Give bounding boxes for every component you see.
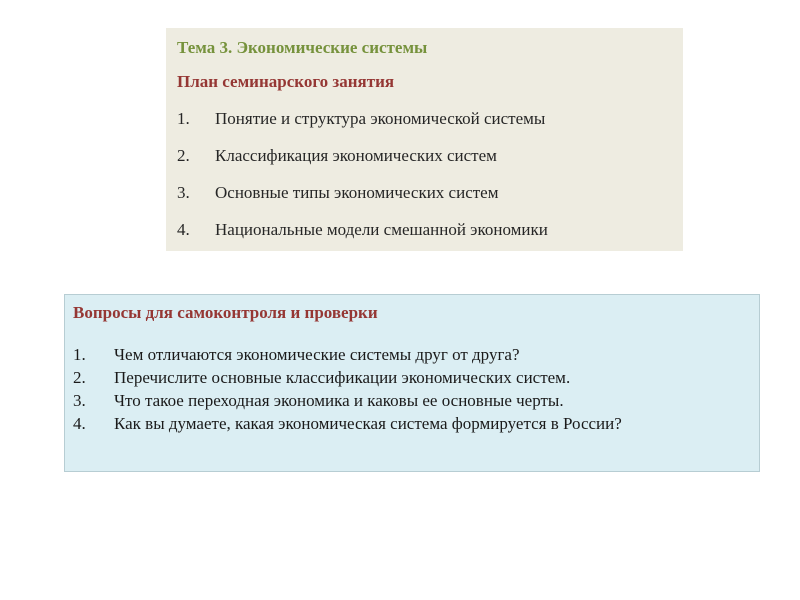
question-number: 1. <box>73 345 86 364</box>
question-item <box>73 366 759 389</box>
question-number: 3. <box>73 391 86 410</box>
plan-heading: План семинарского занятия <box>177 72 395 91</box>
question-number: 4. <box>73 414 86 433</box>
seminar-plan-box <box>166 28 683 251</box>
plan-item <box>177 109 683 129</box>
plan-item <box>177 183 683 203</box>
question-text: Чем отличаются экономические системы друг от друга? <box>114 345 520 364</box>
plan-item-number: 3. <box>177 183 190 202</box>
questions-heading: Вопросы для самоконтроля и проверки <box>73 303 378 322</box>
plan-item <box>177 220 683 240</box>
question-item <box>73 343 759 366</box>
topic-title: Тема 3. Экономические системы <box>177 38 428 57</box>
plan-item-text: Понятие и структура экономической системы <box>215 109 546 128</box>
plan-item-text: Национальные модели смешанной экономики <box>215 220 548 239</box>
question-text: Что такое переходная экономика и каковы ее основные черты. <box>114 391 564 410</box>
question-text: Перечислите основные классификации экономических систем. <box>114 368 571 387</box>
self-check-questions-box <box>64 294 760 472</box>
plan-item-text: Классификация экономических систем <box>215 146 497 165</box>
plan-item-number: 1. <box>177 109 190 128</box>
question-text: Как вы думаете, какая экономическая система формируется в России? <box>114 414 622 433</box>
plan-item-number: 4. <box>177 220 190 239</box>
plan-item <box>177 146 683 166</box>
question-item <box>73 389 759 412</box>
questions-list <box>73 343 759 435</box>
plan-list <box>177 109 683 240</box>
question-number: 2. <box>73 368 86 387</box>
plan-item-text: Основные типы экономических систем <box>215 183 499 202</box>
question-item <box>73 412 759 435</box>
plan-item-number: 2. <box>177 146 190 165</box>
